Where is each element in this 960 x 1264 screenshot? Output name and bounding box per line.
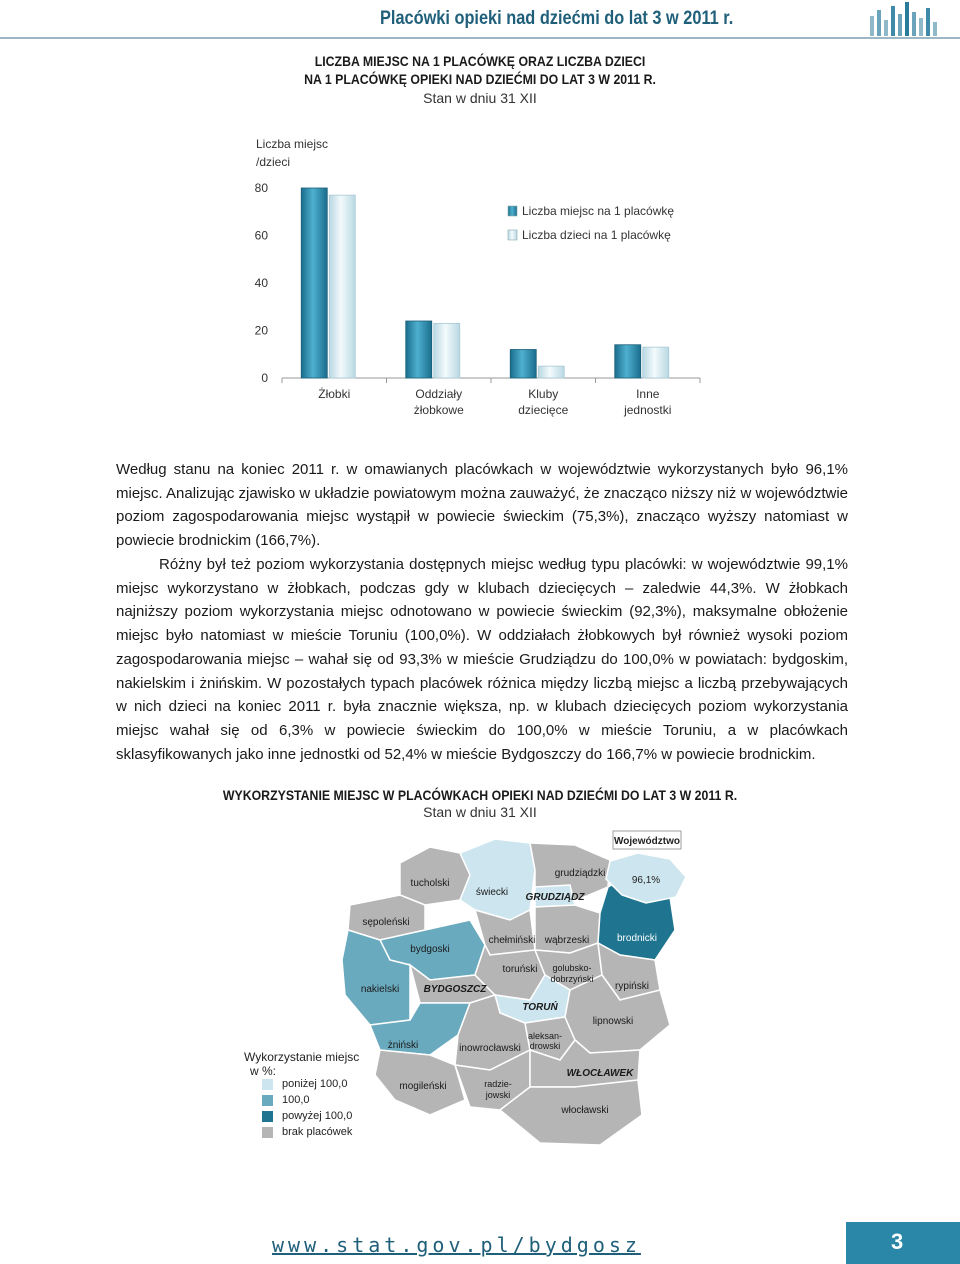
- label-aleksandrowski-2: drowski: [529, 1041, 561, 1051]
- label-inowroclawski: inowrocławski: [459, 1043, 521, 1054]
- y-axis-label-line1: Liczba miejsc: [256, 137, 329, 151]
- label-bydgoszcz: BYDGOSZCZ: [423, 984, 487, 995]
- map-subtitle: Stan w dniu 31 XII: [423, 804, 537, 820]
- bar-places: [301, 188, 327, 378]
- bar-chart: [0, 0, 960, 440]
- x-tick-label: dziecięce: [518, 403, 569, 417]
- label-zninski: żniński: [387, 1040, 419, 1051]
- y-tick-label: 20: [254, 323, 268, 338]
- label-torun: TORUŃ: [522, 1002, 558, 1013]
- label-aleksandrowski-1: aleksan-: [527, 1031, 563, 1041]
- label-golubsko-2: dobrzyński: [550, 974, 594, 984]
- label-wloclawek: WŁOCŁAWEK: [566, 1068, 634, 1079]
- label-wabrzeski: wąbrzeski: [544, 935, 590, 946]
- label-bydgoski: bydgoski: [410, 944, 450, 955]
- label-golubsko-1: golubsko-: [552, 963, 592, 973]
- legend-swatch: [508, 230, 517, 240]
- page-number: 3: [891, 1229, 904, 1254]
- label-mogilenski: mogileński: [399, 1081, 447, 1092]
- label-wloclawski: włocławski: [561, 1105, 609, 1116]
- label-chelminski: chełmiński: [488, 935, 536, 946]
- label-radziejowski-1: radzie-: [484, 1079, 512, 1089]
- bar-children: [434, 323, 460, 378]
- legend-label: brak placówek: [282, 1126, 353, 1138]
- map-title: [0, 787, 960, 803]
- label-torunski: toruński: [502, 964, 538, 975]
- body-paragraph-2: [116, 553, 848, 766]
- label-tucholski: tucholski: [410, 878, 450, 889]
- chart-subtitle: Stan w dniu 31 XII: [423, 90, 537, 106]
- legend-swatch: [508, 206, 517, 216]
- voivodeship-value: 96,1%: [631, 875, 661, 886]
- label-swiecki: świecki: [475, 887, 509, 898]
- map-legend-title-line2: w %:: [250, 1064, 277, 1078]
- map-legend-title: [244, 1050, 359, 1078]
- x-tick-label: żłobkowe: [413, 403, 464, 417]
- footer-website-link[interactable]: www.stat.gov.pl/bydgosz: [272, 1233, 641, 1257]
- label-rypinski: rypiński: [615, 981, 649, 992]
- label-radziejowski-2: jowski: [485, 1090, 511, 1100]
- x-tick-label: jednostki: [624, 403, 672, 417]
- bar-places: [615, 345, 641, 378]
- x-tick-label: Żłobki: [318, 387, 351, 401]
- bar-children: [538, 366, 564, 378]
- y-tick-label: 0: [261, 371, 268, 385]
- page-header-title: Placówki opieki nad dziećmi do lat 3 w 2011 r.: [380, 8, 734, 29]
- legend-swatch: [262, 1127, 273, 1138]
- region-swiecki: [460, 839, 535, 920]
- bar-places: [510, 350, 536, 379]
- chart-title-line1: LICZBA MIEJSC NA 1 PLACÓWKĘ ORAZ LICZBA DZIECI: [314, 53, 646, 69]
- map-title-text: WYKORZYSTANIE MIEJSC W PLACÓWKACH OPIEKI NAD DZIEĆMI DO LAT 3 W 2011 R.: [222, 787, 738, 803]
- bar-children: [643, 347, 669, 378]
- x-tick-label: Oddziały: [415, 387, 463, 401]
- y-tick-label: 60: [254, 228, 268, 243]
- label-grudziadz: GRUDZIĄDZ: [525, 892, 585, 903]
- body-paragraph-2-text: Różny był też poziom wykorzystania dostępnych miejsc według typu placówki: w województwie 99,1% miejsc wykorzystano w żłobkach, podczas gdy w klubach dziecięcych – zaledwie 44,3%. W żłobkach najniższy poziom wykorzystania miejsc odnotowano w powiecie świeckim (92,3%), maksymalne obłożenie miejsc było natomiast w mieście Toruniu (100,0%). W oddziałach żłobkowych był również wysoki poziom zagospodarowania miejsc – wahał się od 93,3% w mieście Grudziądzu do 100,0% w powiatach: bydgoskim, nakielskim i żnińskim. W pozostałych typach placówek różnica między liczbą miejsc a liczbą przebywających w nich dzieci na koniec 2011 r. była znacznie większa, np. w klubach dziecięcych poziom wykorzystania miejsc wahał się od 6,3% w powiecie świeckim do 100,0% w mieście Toruniu, a w placówkach sklasyfikowanych jako inne jednostki od 52,4% w mieście Bydgoszczy do 166,7% w powiecie brodnickim.: [116, 556, 848, 763]
- bar-children: [329, 195, 355, 378]
- legend-label: 100,0: [282, 1094, 310, 1106]
- legend-label: Liczba dzieci na 1 placówkę: [522, 228, 671, 242]
- voivodeship-label: Województwo: [614, 836, 680, 847]
- body-paragraph-1: Według stanu na koniec 2011 r. w omawianych placówkach w województwie wykorzystanych było 96,1% miejsc. Analizując zjawisko w układzie powiatowym można zauważyć, że znacząco niższy niż w województwie poziom zagospodarowania miejsc wystąpił w powiecie świeckim (75,3%), znacząco wyższy natomiast w powiecie brodnickim (166,7%).: [116, 461, 848, 550]
- x-tick-label: Kluby: [528, 387, 559, 401]
- legend-label: powyżej 100,0: [282, 1110, 353, 1122]
- legend-label: poniżej 100,0: [282, 1078, 348, 1090]
- y-axis-label-line2: /dzieci: [256, 155, 291, 169]
- bar-places: [406, 321, 432, 378]
- y-tick-label: 80: [254, 181, 268, 195]
- legend-swatch: [262, 1095, 273, 1106]
- label-nakielski: nakielski: [360, 984, 400, 995]
- legend-swatch: [262, 1111, 273, 1122]
- x-tick-label: Inne: [636, 387, 660, 401]
- legend-label: Liczba miejsc na 1 placówkę: [522, 204, 675, 218]
- legend-swatch: [262, 1079, 273, 1090]
- label-sepolenski: sępoleński: [362, 917, 410, 928]
- label-brodnicki: brodnicki: [616, 933, 658, 944]
- y-tick-label: 40: [254, 276, 268, 290]
- chart-title-line2: NA 1 PLACÓWKĘ OPIEKI NAD DZIEĆMI DO LAT 3 W 2011 R.: [304, 71, 656, 87]
- label-grudziadzki: grudziądzki: [554, 868, 606, 879]
- region-tucholski: [400, 847, 470, 905]
- map-legend-title-line1: Wykorzystanie miejsc: [244, 1050, 360, 1064]
- label-lipnowski: lipnowski: [592, 1016, 634, 1027]
